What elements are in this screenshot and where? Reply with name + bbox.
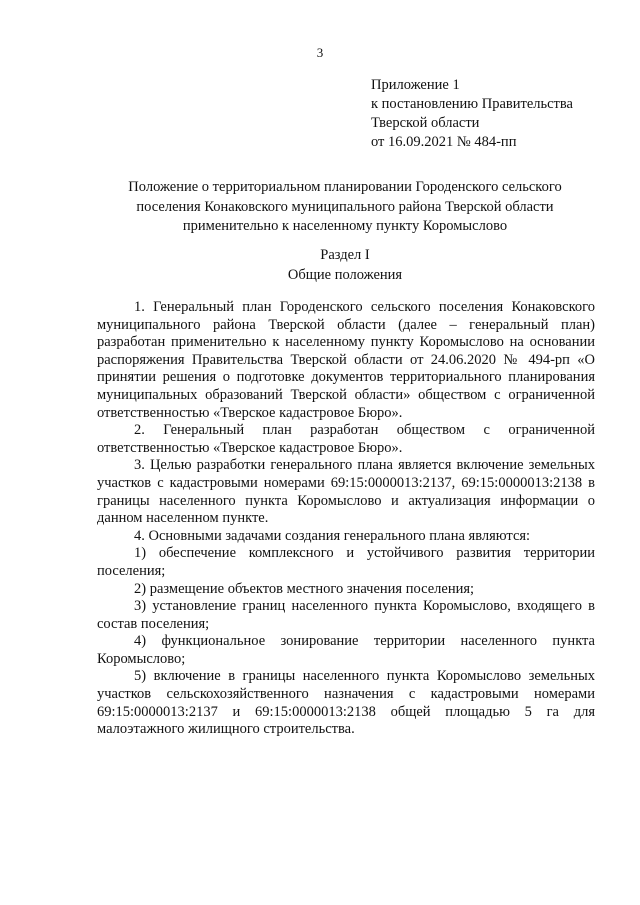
title-line: Положение о территориальном планировании Городенского сельского — [128, 179, 562, 195]
appendix-line: к постановлению Правительства — [371, 96, 573, 112]
appendix-line: Приложение 1 — [371, 77, 460, 93]
page-number: 3 — [316, 45, 324, 60]
body-text — [97, 299, 595, 739]
paragraph: 3. Целью разработки генерального плана является включение земельных участков с кадастровыми номерами 69:15:0000013:2137, 69:15:0000013:2138 в границы населенного пункта Коромыслово и актуализация информации о данном населенном пункте. — [97, 457, 595, 527]
paragraph: 5) включение в границы населенного пункта Коромыслово земельных участков сельскохозяйственного назначения с кадастровыми номерами 69:15:0000013:2137 и 69:15:0000013:2138 общей площадью 5 га для малоэтажного жилищного строительства. — [97, 668, 595, 738]
appendix-line: Тверской области — [371, 115, 480, 131]
section-heading — [0, 246, 640, 285]
section-name: Общие положения — [287, 266, 403, 283]
appendix-line: от 16.09.2021 № 484-пп — [371, 134, 517, 150]
document-title — [100, 178, 590, 237]
paragraph: 4. Основными задачами создания генерального плана являются: — [134, 527, 531, 544]
title-line: поселения Конаковского муниципального района Тверской области — [136, 198, 554, 215]
paragraph: 4) функциональное зонирование территории населенного пункта Коромыслово; — [97, 633, 595, 667]
paragraph: 2) размещение объектов местного значения поселения; — [134, 580, 475, 597]
paragraph: 3) установление границ населенного пункта Коромыслово, входящего в состав поселения; — [97, 598, 595, 632]
appendix-header — [371, 76, 573, 152]
paragraph: 2. Генеральный план разработан обществом с ограниченной ответственностью «Тверское кадастровое Бюро». — [97, 422, 595, 456]
section-number: Раздел I — [320, 247, 370, 263]
title-line: применительно к населенному пункту Коромыслово — [182, 218, 508, 234]
paragraph: 1) обеспечение комплексного и устойчивого развития территории поселения; — [97, 545, 595, 579]
paragraph: 1. Генеральный план Городенского сельского поселения Конаковского муниципального района Тверской области (далее – генеральный план) разработан применительно к населенному пункту Коромыслово на основании распоряжения Правительства Тверской области от 24.06.2020 № 494-рп «О принятии решения о подготовке документов территориального планирования муниципальных образований Тверской области» обществом с ограниченной ответственностью «Тверское кадастровое Бюро». — [97, 299, 595, 421]
